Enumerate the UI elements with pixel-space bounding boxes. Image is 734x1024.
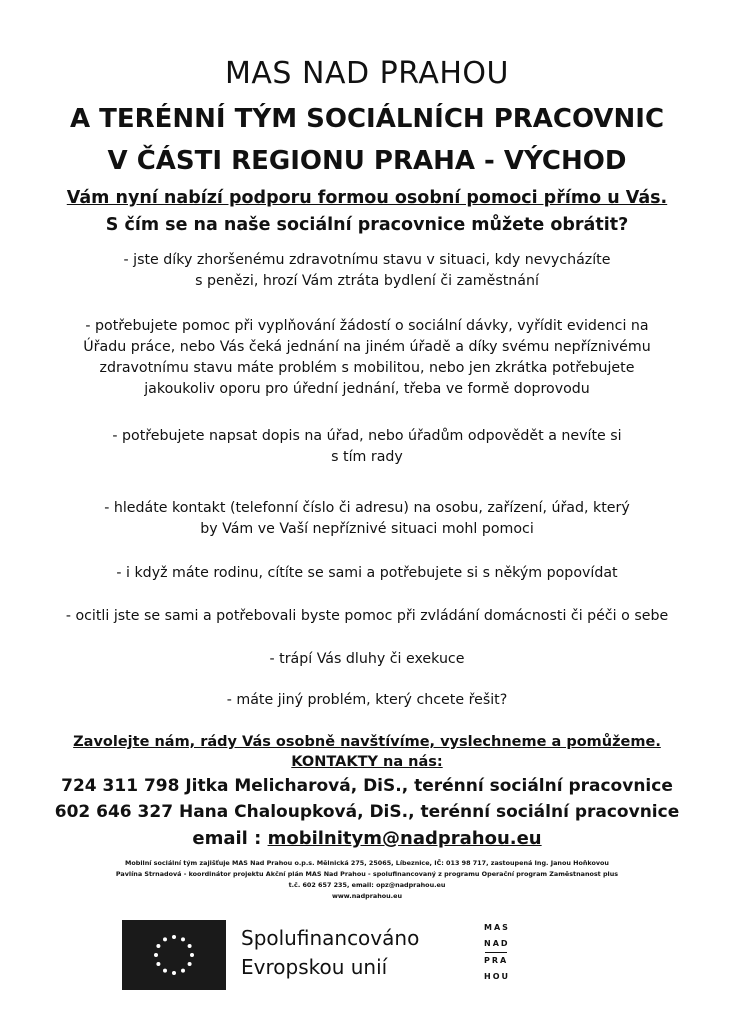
list-item-line: - hledáte kontakt (telefonní číslo či adresu) na osobu, zařízení, úřad, který [104,500,630,516]
footer-line: Pavlína Strnadová - koordinátor projektu Akční plán MAS Nad Prahou - spolufinancovaný z programu Operační program Zaměstnanost plus [115,870,619,878]
list-item-line: - trápí Vás dluhy či exekuce [269,651,465,667]
footer-line: Mobilní sociální tým zajišťuje MAS Nad Prahou o.p.s. Mělnická 275, 25065, Líbeznice, IČ: 013 98 717, zastoupená Ing. Janou Hoňkovou [125,859,609,867]
list-item-line: - ocitli jste se sami a potřebovali byste pomoc při zvládání domácnosti či péči o sebe [65,608,669,624]
invite-text: Zavolejte nám, rády Vás osobně navštívíme, vyslechneme a pomůžeme. [73,734,661,750]
list-item-line: by Vám ve Vaší nepříznivé situaci mohl pomoci [200,521,534,537]
email-line [0,828,734,849]
mas-logo-row: HOU [484,972,510,981]
title-line-3: V ČÁSTI REGIONU PRAHA - VÝCHOD [107,146,627,176]
footer-website: www.nadprahou.eu [331,892,402,900]
mas-logo-row: PRA [484,956,509,965]
footer-line: t.č. 602 657 235, email: opz@nadprahou.eu [288,881,446,889]
offer-subtitle: Vám nyní nabízí podporu formou osobní pomoci přímo u Vás. [66,188,668,208]
eu-cofinanced-text [241,924,419,982]
mas-logo-row: NAD [484,939,510,948]
title-line-2: A TERÉNNÍ TÝM SOCIÁLNÍCH PRACOVNIC [69,104,665,134]
contact-line: 602 646 327 Hana Chaloupková, DiS., terénní sociální pracovnice [54,802,680,822]
eu-stars [122,920,226,990]
list-item [0,606,734,627]
mas-logo [484,920,508,985]
list-item-line: - máte jiný problém, který chcete řešit? [226,692,508,708]
email-label: email : [192,828,262,849]
list-item-line: - potřebujete pomoc při vyplňování žádostí o sociální dávky, vyřídit evidenci na [85,318,649,334]
list-item-line: jakoukoliv oporu pro úřední jednání, třeba ve formě doprovodu [144,381,590,397]
eu-text-line: Spolufinancováno [241,926,420,950]
list-item [0,649,734,670]
list-item [0,316,734,400]
list-item-line: zdravotnímu stavu máte problém s mobilitou, nebo jen zkrátka potřebujete [99,360,635,376]
list-item [0,498,734,540]
list-item-line: Úřadu práce, nebo Vás čeká jednání na jiném úřadě a díky svému nepříznivému [83,339,651,355]
list-item-line: - jste díky zhoršenému zdravotnímu stavu v situaci, kdy nevycházíte [123,252,611,268]
list-item-line: s tím rady [331,449,403,465]
contact-line: 724 311 798 Jitka Melicharová, DiS., terénní sociální pracovnice [61,776,673,796]
list-item [0,690,734,711]
list-item [0,426,734,468]
list-item-line: s penězi, hrozí Vám ztráta bydlení či zaměstnání [195,273,539,289]
list-item [0,563,734,584]
list-item [0,250,734,292]
list-item-line: - potřebujete napsat dopis na úřad, nebo úřadům odpovědět a nevíte si [112,428,622,444]
page-title: MAS NAD PRAHOU [225,56,509,91]
eu-text-line: Evropskou unií [241,955,388,979]
list-item-line: - i když máte rodinu, cítíte se sami a potřebujete si s někým popovídat [116,565,618,581]
question-subtitle: S čím se na naše sociální pracovnice můžete obrátit? [105,215,629,235]
email-link[interactable]: mobilnitym@nadprahou.eu [267,828,542,849]
eu-flag-icon [122,920,226,990]
mas-logo-row: MAS [484,923,510,932]
contacts-heading: KONTAKTY na nás: [291,754,443,770]
